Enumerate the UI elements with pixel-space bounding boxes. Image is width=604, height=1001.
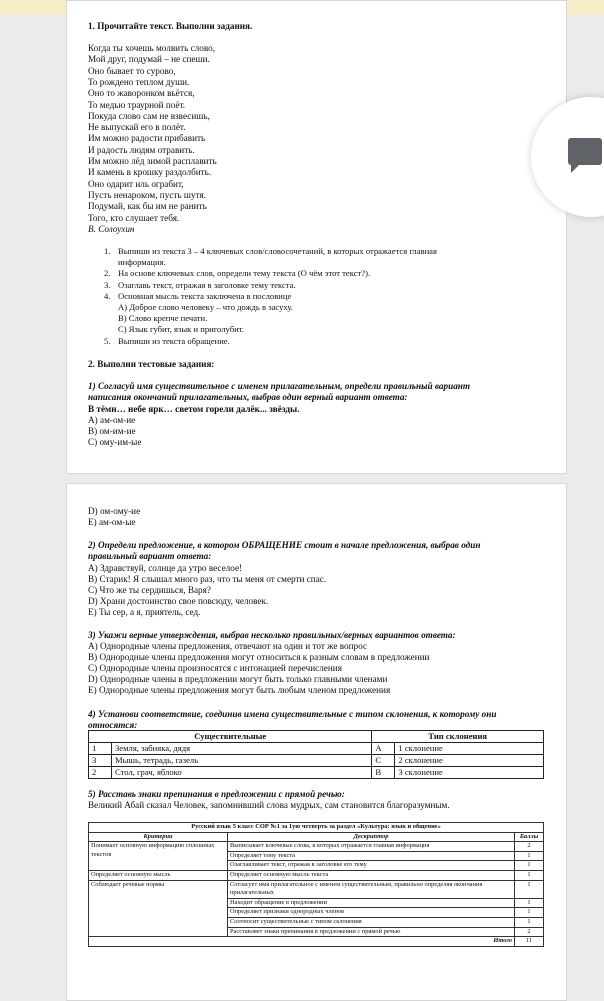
table-header: Критерии xyxy=(89,832,228,842)
table-header: Дескриптор xyxy=(228,832,515,842)
task-text: Озаглавь текст, отражая в заголовке тему текста. xyxy=(118,279,296,290)
q2-option: В) Старик! Я слышал много раз, что ты меня от смерти спас. xyxy=(88,574,327,584)
points-cell: 2 xyxy=(515,842,544,852)
table-cell: Земля, забияка, дядя xyxy=(112,743,372,755)
q2-option: E) Ты сер, а я, приятель, сед. xyxy=(88,607,201,617)
table-cell: Стол, грач, яблоко xyxy=(112,767,372,779)
poem-author: В. Солоухин xyxy=(88,224,135,234)
table-header: Существительные xyxy=(89,731,372,743)
task-text: информация. xyxy=(118,257,166,268)
table-row xyxy=(89,743,544,755)
criteria-caption: Русский язык 5 класс СОР №1 за 1ую четверть за раздел «Культура: язык и общение» xyxy=(89,823,544,833)
task-text: На основе ключевых слов, определи тему текста (О чём этот текст?). xyxy=(118,268,371,279)
poem-line: Подумай, как бы им не ранить xyxy=(88,201,207,212)
task-number: 4. xyxy=(104,290,111,301)
q3-prompt: 3) Укажи верные утверждения, выбрав несколько правильных/верных вариантов ответа: xyxy=(88,630,456,640)
descriptor-cell: Определяет тему текста xyxy=(228,851,515,861)
q3-option: D) Однородные члены в предложении могут быть только главными членами xyxy=(88,674,388,684)
q1-prompt-line2: написания окончаний прилагательных, выбрав один верный вариант ответа: xyxy=(88,392,408,402)
task-text: Выпиши из текста обращение. xyxy=(118,335,230,346)
table-cell: 1 xyxy=(89,743,112,755)
criterion-cell: Понимает основную информацию сплошных текстов xyxy=(89,842,228,871)
task-list-line xyxy=(104,324,437,335)
table-cell: А xyxy=(372,743,395,755)
poem-line: Оно бывает то сурово, xyxy=(88,65,176,76)
task-text: Основная мысль текста заключена в пословице xyxy=(118,290,292,301)
task-list xyxy=(104,246,437,347)
poem-line: Им можно лёд зимой расплавить xyxy=(88,156,217,166)
task-list-line xyxy=(104,336,437,347)
table-row xyxy=(89,842,544,852)
task-text: Выпиши из текста 3 – 4 ключевых слов/словосочетаний, в которых отражается главная xyxy=(118,246,437,256)
table-cell: Мышь, тетрадь, газель xyxy=(112,755,372,767)
table-total-row xyxy=(89,937,544,947)
table-header-row xyxy=(89,731,544,743)
task-number: 1. xyxy=(104,246,111,256)
poem-line: То рождено теплом души. xyxy=(88,76,190,87)
q2-option: D) Храни достоинство свое повсюду, человек. xyxy=(88,596,269,606)
poem-line: Когда ты хочешь молвить слово, xyxy=(88,43,216,53)
poem-line: Того, кто слушает тебя. xyxy=(88,212,180,223)
table-row xyxy=(89,767,544,779)
table-cell: В xyxy=(372,767,395,779)
q1-option: А) ам-ом-ие xyxy=(88,415,136,425)
poem-line: Пусть ненароком, пусть шутя. xyxy=(88,189,206,200)
poem-line: И камень в крошку раздолбить. xyxy=(88,167,212,178)
descriptor-cell: Выписывает ключевые слова, в которых отражается главная информация xyxy=(228,842,515,852)
table-row xyxy=(89,755,544,767)
points-cell: 1 xyxy=(515,908,544,918)
q2-prompt-line2: правильный вариант ответа: xyxy=(88,551,212,561)
q2-option: С) Что же ты сердишься, Варя? xyxy=(88,585,211,595)
q2-option: А) Здравствуй, солнце да утро веселое! xyxy=(88,563,243,573)
task-text: С) Язык губит, язык и приголубит. xyxy=(118,324,244,335)
points-cell: 1 xyxy=(515,861,544,871)
descriptor-cell: Находит обращение в предложении xyxy=(228,898,515,908)
points-cell: 1 xyxy=(515,917,544,927)
q1-option: В) ом-им-ие xyxy=(88,426,136,436)
table-cell: 3 xyxy=(89,755,112,767)
table-caption-row xyxy=(89,823,544,833)
task-list-line xyxy=(104,257,437,268)
poem-line: То медью траурной поёт. xyxy=(88,99,186,110)
table-row xyxy=(89,870,544,880)
task-number: 3. xyxy=(104,279,111,290)
descriptor-cell: Определяет основную мысль текста xyxy=(228,870,515,880)
q3-option: E) Однородные члены предложения могут быть любым членом предложения xyxy=(88,685,391,695)
q2-prompt-line1: 2) Определи предложение, в котором ОБРАЩЕНИЕ стоит в начале предложения, выбрав один xyxy=(88,540,481,550)
poem-line: Оно одарит иль ограбит, xyxy=(88,178,184,189)
points-cell: 1 xyxy=(515,880,544,898)
q1-option: С) ому-им-ые xyxy=(88,437,142,447)
points-cell: 1 xyxy=(515,898,544,908)
q5-prompt: 5) Расставь знаки препинания в предложении с прямой речью: xyxy=(88,789,345,799)
descriptor-cell: Согласует имя прилагательное с именем существительным, правильно определяя окончания прилагательных xyxy=(228,880,515,898)
descriptor-cell: Озаглавливает текст, отражая в заголовке его тему xyxy=(228,861,515,871)
table-cell: 3 склонение xyxy=(395,767,544,779)
descriptor-cell: Определяет признаки однородных членов xyxy=(228,908,515,918)
q3-option: С) Однородные члены произносятся с интонацией перечисления xyxy=(88,663,342,673)
poem-line: Им можно радости прибавить xyxy=(88,133,206,144)
task-list-line xyxy=(104,246,437,257)
q4-prompt-line1: 4) Установи соответствие, соединив имена существительные с типом склонения, к которому они xyxy=(88,709,497,719)
q3-option: В) Однородные члены предложения могут относиться к разным словам в предложении xyxy=(88,652,430,662)
task-text: В) Слово крепче печати. xyxy=(118,313,208,324)
q3-option: А) Однородные члены предложения, отвечают на один и тот же вопрос xyxy=(88,641,368,651)
poem-line: Покуда слово сам не взвесишь, xyxy=(88,110,210,121)
task-list-line xyxy=(104,268,437,279)
criterion-cell: Соблюдает речевые нормы xyxy=(89,880,228,937)
criterion-cell: Определяет основную мысль xyxy=(89,870,228,880)
table-cell: 2 склонение xyxy=(395,755,544,767)
points-cell: 1 xyxy=(515,870,544,880)
task-number: 5. xyxy=(104,335,111,346)
table-header-row xyxy=(89,832,544,842)
q4-prompt-line2: относятся: xyxy=(88,720,138,730)
q1-option: E) ам-ом-ые xyxy=(88,517,136,527)
task-number: 2. xyxy=(104,268,111,279)
task-text: А) Доброе слово человеку – что дождь в засуху. xyxy=(118,302,293,313)
points-cell: 1 xyxy=(515,851,544,861)
task1-heading: 1. Прочитайте текст. Выполни задания. xyxy=(88,21,253,31)
poem-line: Не выпускай его в полёт. xyxy=(88,122,186,133)
task2-heading: 2. Выполни тестовые задания: xyxy=(88,359,215,369)
task-list-line xyxy=(104,280,437,291)
total-label: Итого xyxy=(89,937,515,947)
table-header: Баллы xyxy=(515,832,544,842)
task-list-line xyxy=(104,313,437,324)
poem-line: Мой друг, подумай – не спеши. xyxy=(88,54,210,65)
poem-line: И радость людям отравить. xyxy=(88,144,195,155)
table-cell: 2 xyxy=(89,767,112,779)
poem-line: Оно то жаворонком вьётся, xyxy=(88,88,195,99)
task-list-line xyxy=(104,302,437,313)
criteria-table xyxy=(88,822,544,947)
task-list-line xyxy=(104,291,437,302)
q1-prompt-line1: 1) Согласуй имя существительное с именем прилагательным, определи правильный вариант xyxy=(88,381,471,391)
descriptor-cell: Соотносит существительные с типом склонения xyxy=(228,917,515,927)
declension-table xyxy=(88,730,544,779)
chat-bubble-icon xyxy=(568,138,602,165)
q1-phrase: В тёмн… небе ярк… светом горели далёк... звёзды. xyxy=(88,404,300,414)
points-cell: 2 xyxy=(515,927,544,937)
q1-option: D) ом-ому-ие xyxy=(88,506,141,516)
q5-sentence: Великий Абай сказал Человек, запомнивший слова мудрых, сам становится благоразумным. xyxy=(88,800,450,810)
table-header: Тип склонения xyxy=(372,731,544,743)
total-value: 11 xyxy=(515,937,544,947)
table-cell: 1 склонение xyxy=(395,743,544,755)
table-cell: С xyxy=(372,755,395,767)
table-row xyxy=(89,880,544,898)
descriptor-cell: Расставляет знаки препинания в предложении с прямой речью xyxy=(228,927,515,937)
